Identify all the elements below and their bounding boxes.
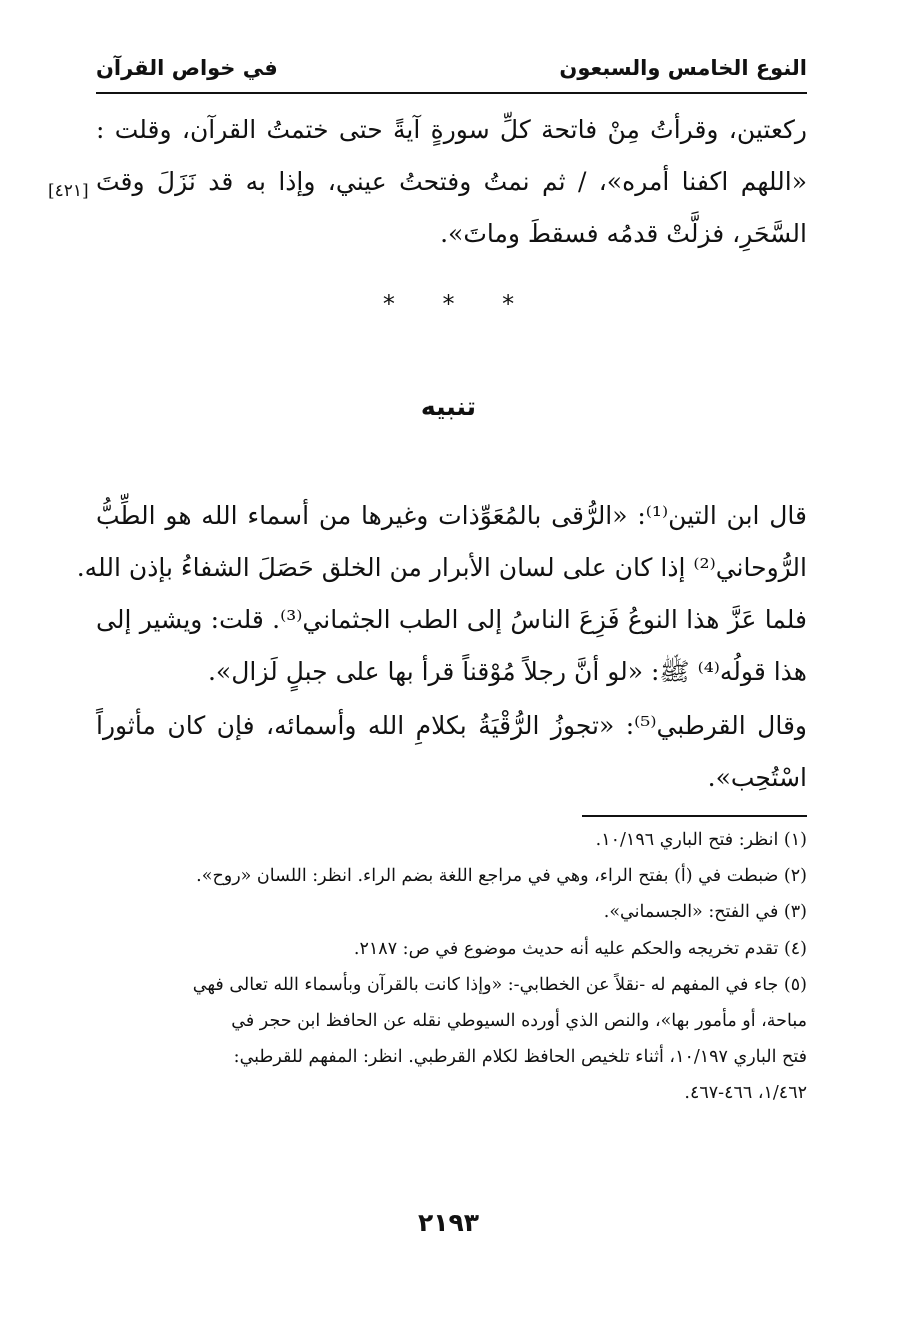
paragraph-line: وقال القرطبي⁽⁵⁾: «تجوزُ الرُّقْيَةُ بكلامِ الله وأسمائه، فإن كان مأثوراً: [96, 711, 807, 740]
header-rule: [96, 92, 807, 94]
paragraph-line: الرُّوحاني⁽²⁾ إذا كان على لسان الأبرار من الخلق حَصَلَ الشفاءُ بإذن الله.: [76, 553, 807, 582]
section-separator: [0, 290, 897, 318]
main-paragraph-2: [96, 700, 807, 804]
chapter-title: النوع الخامس والسبعون: [559, 56, 807, 80]
section-heading: تنبيه: [420, 392, 477, 421]
passage-line: ركعتين، وقرأتُ مِنْ فاتحة كلِّ سورةٍ آيةً حتى ختمتُ القرآن، وقلت :: [96, 115, 807, 144]
footnote-3: (٣) في الفتح: «الجسماني».: [603, 902, 807, 923]
paragraph-line: قال ابن التين⁽¹⁾: «الرُّقى بالمُعَوِّذات وغيرها من أسماء الله هو الطِّبُّ: [96, 501, 807, 530]
star-ornament: *: [442, 290, 455, 318]
footnote-5-continuation: فتح الباري ١٠/١٩٧، أثناء تلخيص الحافظ لكلام القرطبي. انظر: المفهم للقرطبي:: [233, 1047, 807, 1068]
footnote-rule: [582, 815, 807, 817]
footnote-5-continuation: مباحة، أو مأمور بها»، والنص الذي أورده السيوطي نقله عن الحافظ ابن حجر في: [231, 1010, 807, 1031]
paragraph-line: هذا قولُه⁽⁴⁾ ﷺ: «لو أنَّ رجلاً مُوْقناً قرأ بها على جبلٍ لَزال».: [207, 657, 807, 686]
manuscript-folio-ref: [٤٢١]: [48, 181, 89, 201]
footnotes: [96, 822, 807, 1112]
footnote-4: (٤) تقدم تخريجه والحكم عليه أنه حديث موضوع في ص: ٢١٨٧.: [353, 938, 807, 959]
book-section-title: في خواص القرآن: [96, 56, 278, 80]
paragraph-line: اسْتُحِب».: [707, 763, 807, 792]
footnote-1: (١) انظر: فتح الباري ١٠/١٩٦.: [595, 830, 807, 850]
star-ornament: *: [382, 290, 395, 318]
footnote-5-continuation: ١/٤٦٢، ٤٦٦-٤٦٧.: [684, 1083, 807, 1104]
top-passage: [96, 104, 807, 260]
star-ornament: *: [502, 290, 515, 318]
passage-line: السَّحَرِ، فزلَّتْ قدمُه فسقطَ وماتَ».: [440, 219, 807, 248]
paragraph-line: فلما عَزَّ هذا النوعُ فَزِعَ الناسُ إلى الطب الجثماني⁽³⁾. قلت: ويشير إلى: [96, 605, 808, 634]
main-paragraph-1: [76, 490, 808, 698]
passage-line: «اللهم اكفنا أمره»، / ثم نمتُ وفتحتُ عيني، وإذا به قد نَزَلَ وقتَ: [96, 167, 807, 196]
page-number: ٢١٩٣: [417, 1208, 480, 1237]
footnote-2: (٢) ضبطت في (أ) بفتح الراء، وهي في مراجع اللغة بضم الراء. انظر: اللسان «روح».: [196, 866, 807, 887]
footnote-5: (٥) جاء في المفهم له -نقلاً عن الخطابي-: «وإذا كانت بالقرآن وبأسماء الله تعالى فهي: [192, 974, 807, 995]
running-header: [96, 52, 807, 86]
